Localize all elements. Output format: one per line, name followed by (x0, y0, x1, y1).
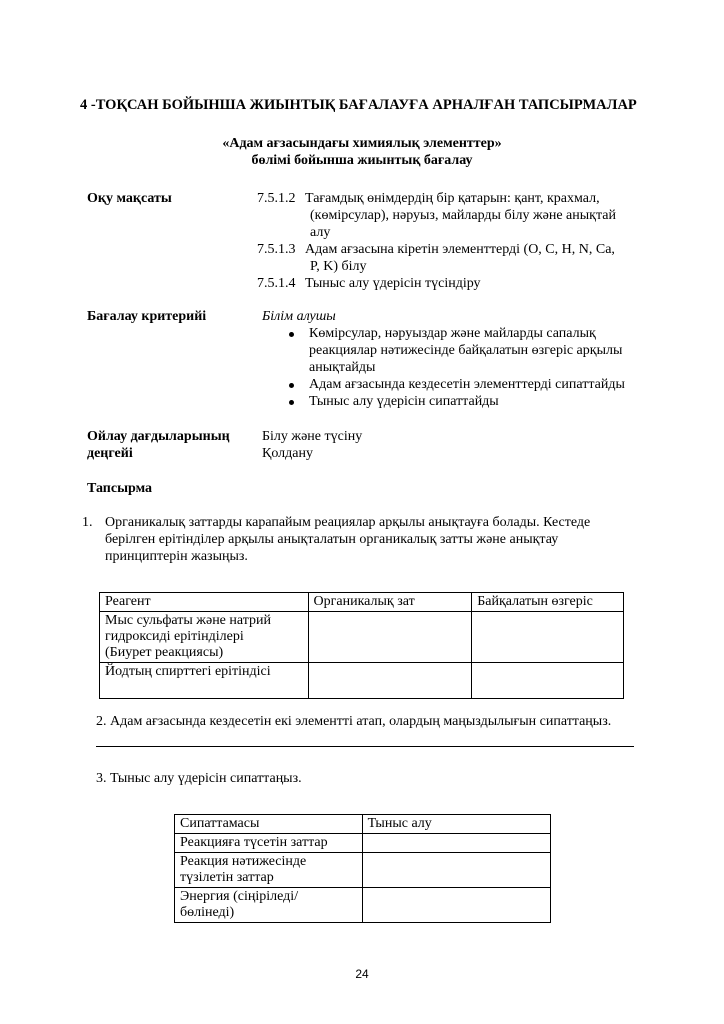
criteria-bullet-text: анықтайды (309, 360, 376, 375)
objectives-label: Оқу мақсаты (87, 191, 172, 206)
table-header-cell: Байқалатын өзгеріс (472, 593, 624, 612)
table-row (175, 888, 551, 923)
objective-code: 7.5.1.2 (257, 191, 296, 206)
objective-text: P, K) білу (310, 259, 367, 274)
criteria-bullet-text: Тыныс алу үдерісін сипаттайды (309, 394, 499, 409)
answer-cell[interactable] (308, 663, 472, 699)
table-row (175, 853, 551, 888)
table-row (100, 612, 624, 663)
table-header-row (175, 815, 551, 834)
answer-cell[interactable] (362, 853, 550, 888)
answer-cell[interactable] (362, 888, 550, 923)
page-title: 4 -ТОҚСАН БОЙЫНША ЖИЫНТЫҚ БАҒАЛАУҒА АРНАЛҒАН ТАПСЫРМАЛАР (80, 97, 637, 113)
task1-number: 1. (82, 515, 93, 530)
answer-cell[interactable] (472, 663, 624, 699)
objective-code: 7.5.1.4 (257, 276, 296, 291)
table-header-row (100, 593, 624, 612)
objective-text: алу (310, 225, 331, 240)
task1-text: Органикалық заттарды карапайым реациялар арқылы анықтауға болады. Кестеде (105, 515, 591, 530)
reagent-cell: Йодтың спирттегі ерітіндісі (100, 663, 309, 699)
table-header-cell: Тыныс алу (362, 815, 550, 834)
thinking-label: Ойлау дағдыларының (87, 429, 230, 444)
objective-text: Тағамдық өнімдердің бір қатарын: қант, крахмал, (305, 191, 600, 206)
task-heading: Тапсырма (87, 481, 153, 496)
section-subtitle-line1: «Адам ағзасындағы химиялық элементтер» (222, 136, 502, 151)
table-header-cell: Органикалық зат (308, 593, 472, 612)
thinking-level: Білу және түсіну (262, 429, 363, 444)
objective-code: 7.5.1.3 (257, 242, 296, 257)
table-header-cell: Сипаттамасы (175, 815, 363, 834)
criteria-bullet-text: Адам ағзасында кездесетін элементтерді сипаттайды (309, 377, 625, 392)
table-header-cell: Реагент (100, 593, 309, 612)
description-cell: Реакцияға түсетін заттар (175, 834, 363, 853)
criteria-label: Бағалау критерийі (87, 309, 207, 324)
table-row (100, 663, 624, 699)
criteria-bullet-text: Көмірсулар, нәруыздар және майларды сапалық (309, 326, 596, 341)
reagent-cell: Мыс сульфаты және натрий гидроксиді ерітінділері (Биурет реакциясы) (100, 612, 309, 663)
task1-text: берілген ерітінділер арқылы анықталатын органикалық затты және анықтау (105, 532, 559, 547)
thinking-level: Қолдану (262, 446, 313, 461)
respiration-table (174, 814, 551, 923)
page-number: 24 (355, 967, 369, 981)
table-row (175, 834, 551, 853)
answer-cell[interactable] (472, 612, 624, 663)
answer-line[interactable] (96, 746, 634, 747)
bullet-icon (289, 400, 294, 405)
answer-cell[interactable] (362, 834, 550, 853)
task1-text: принциптерін жазыңыз. (105, 549, 248, 564)
bullet-icon (289, 383, 294, 388)
reagent-table (99, 592, 624, 699)
description-cell: Реакция нәтижесінде түзілетін заттар (175, 853, 363, 888)
bullet-icon (289, 332, 294, 337)
section-subtitle-line2: бөлімі бойынша жиынтық бағалау (251, 153, 473, 168)
answer-cell[interactable] (308, 612, 472, 663)
objective-text: Тыныс алу үдерісін түсіндіру (305, 276, 481, 291)
objective-text: (көмірсулар), нәруыз, майларды білу және анықтай (310, 208, 616, 223)
objective-text: Адам ағзасына кіретін элементтерді (O, C, H, N, Ca, (305, 242, 615, 257)
task3-text: 3. Тыныс алу үдерісін сипаттаңыз. (96, 771, 302, 786)
criteria-intro: Білім алушы (262, 309, 336, 324)
thinking-label: деңгейі (87, 446, 133, 461)
criteria-bullet-text: реакциялар нәтижесінде байқалатын өзгеріс арқылы (309, 343, 623, 358)
description-cell: Энергия (сіңіріледі/ бөлінеді) (175, 888, 363, 923)
task2-text: 2. Адам ағзасында кездесетін екі элементті атап, олардың маңыздылығын сипаттаңыз. (96, 714, 612, 729)
